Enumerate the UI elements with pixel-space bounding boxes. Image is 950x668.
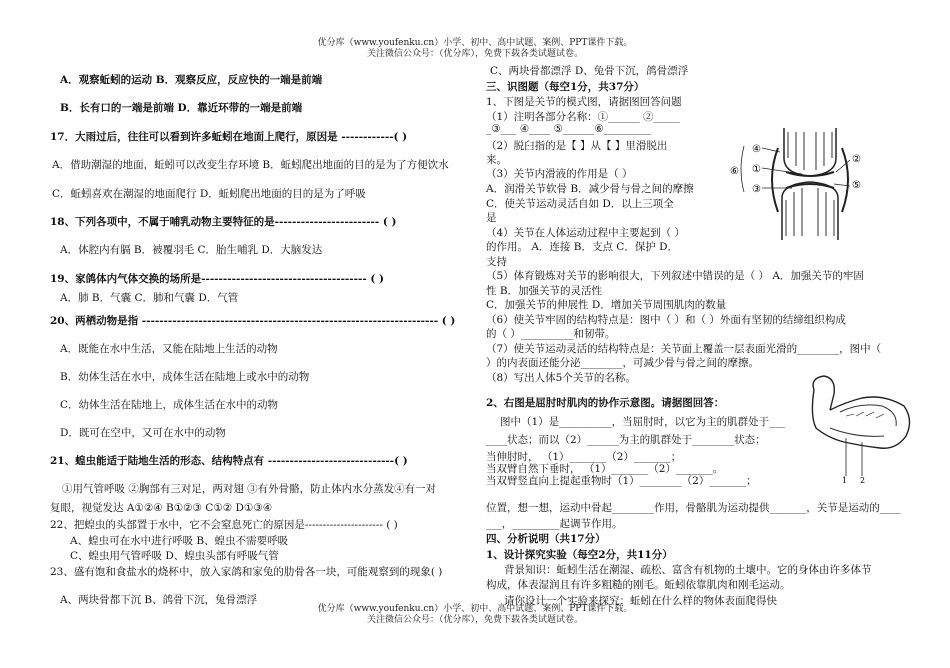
upper-arm-outline	[812, 390, 909, 448]
right-line: C．使关节运动灵活自如 D．以上三项全	[486, 198, 674, 210]
right-line: 当伸肘时， （1）_______（2）_______；	[486, 451, 682, 463]
right-line: ）的内表面还能分泌________，可减少骨与骨之间的摩擦。	[486, 357, 759, 369]
right-line: （8）写出人体5个关节的名称。	[486, 372, 636, 384]
arm-label: 1	[842, 476, 848, 484]
lower-bone	[782, 182, 838, 240]
right-line: 背景知识：蚯蚓生活在潮湿、疏松、富含有机物的土壤中。它的身体由许多体节	[504, 564, 872, 576]
bone-texture	[788, 132, 832, 170]
left-line: A．肺 B．气囊 C．肺和气囊 D．气管	[60, 292, 239, 304]
right-line: 来。	[486, 154, 507, 166]
section-3-title: 三、识图题（每空1分，共37分）	[486, 81, 645, 93]
left-line: C、蝗虫用气管呼吸 D、蝗虫头部有呼吸气管	[70, 550, 279, 562]
right-line: C、两块骨都漂浮 D、兔骨下沉，鸽骨漂浮	[490, 65, 689, 77]
right-line: C．加强关节的伸展性 D．增加关节周围肌肉的数量	[486, 299, 727, 311]
question-21: 21、蝗虫能适于陆地生活的形态、结构特点有 -----------------------------( )	[50, 455, 408, 467]
right-line: A．润滑关节软骨 B．减少骨与骨之间的摩擦	[486, 183, 694, 195]
question-2: 2、右图是屈肘时肌肉的协作示意图。请据图回答：	[486, 397, 725, 409]
upper-bone	[784, 128, 836, 176]
left-line: A、两块骨都下沉 B、鸽骨下沉，兔骨漂浮	[60, 594, 258, 606]
section-4-title: 四、分析说明（共17分）	[486, 533, 606, 545]
right-line: 是	[486, 212, 497, 224]
joint-label: ③	[752, 184, 761, 195]
left-line: C．蚯蚓喜欢在潮湿的地面爬行 D．蚯蚓爬出地面的目的是为了呼吸	[52, 188, 366, 200]
bone-texture	[786, 188, 834, 236]
joint-label: ⑤	[852, 180, 861, 191]
joint-capsule	[842, 148, 848, 212]
forearm-outline	[813, 376, 834, 410]
question-17: 17．大雨过后，往往可以看到许多蚯蚓在地面上爬行，原因是 ------------( )	[50, 131, 408, 143]
right-line: （1）注明各部分名称：①______ ②_____	[486, 111, 680, 123]
right-line: 的作用。 A．连接 B．支点 C．保护 D．	[486, 241, 679, 253]
right-line: （7）使关节运动灵活的结构特点是：关节面上覆盖一层表面光滑的________，图中（	[486, 343, 882, 355]
left-line: A．体腔内有膈 B．被覆羽毛 C．胎生哺乳 D．大脑发达	[60, 244, 323, 256]
left-line: 复眼，视觉发达 A①②④ B①②③ C①② D①③④	[50, 502, 273, 514]
right-line: _③___ ④____ ⑤______⑥_________	[486, 123, 652, 135]
right-line: （2）脱臼指的是【 】从【 】里滑脱出	[486, 140, 668, 152]
right-line: ____状态；而以（2）______为主的肌群处于________状态；	[486, 434, 766, 446]
question-4-1: 1、设计探究实验（每空2分，共11分）	[486, 549, 673, 561]
right-line: ___，_________起调节作用。	[486, 518, 623, 530]
right-line: 请你设计一个实验来探究：蚯蚓在什么样的物体表面爬得快	[504, 595, 777, 607]
triceps	[830, 428, 884, 436]
right-line: （3）关节内滑液的作用是（ ）	[486, 168, 633, 180]
joint-label: ⑥	[730, 166, 739, 177]
left-line: B．长有口的一端是前端 D．靠近环带的一端是前端	[60, 102, 303, 114]
arm-muscle-diagram	[800, 372, 918, 484]
left-line: A．观察蚯蚓的运动 B．观察反应，反应快的一端是前端	[60, 74, 323, 86]
right-line: （6）使关节牢固的结构特点是：图中（ ）和（ ）外面有坚韧的结缔组织构成	[486, 314, 846, 326]
right-line: （4）关节在人体运动过程中主要起到（ ）	[486, 227, 686, 239]
question-19: 19、家鸽体内气体交换的场所是-------------------------------------- ( )	[50, 273, 384, 285]
question-18: 18、下列各项中，不属于哺乳动物主要特征的是------------------------ ( )	[50, 216, 397, 228]
joint-label: ④	[752, 144, 761, 155]
right-line: 位置，想一想，运动中骨起________作用，骨骼肌为运动提供_______，关节是运动的____	[486, 502, 901, 514]
right-line: （5）体育锻炼对关节的影响很大，下列叙述中错误的是（ ） A．加强关节的牢固	[486, 270, 864, 282]
joint-label: ②	[852, 154, 861, 165]
footer-line-2: 关注微信公众号：（优分库），免费下载各类试题试卷。	[366, 615, 583, 625]
right-line: 当双臂自然下垂时， （1）_______（2）_______。	[486, 463, 724, 475]
left-line: D．既可在空中，又可在水中的动物	[60, 427, 226, 439]
right-line: 当双臂竖直向上提起重物时（1）________（2）_______；	[486, 475, 757, 487]
joint-label: ①	[752, 164, 761, 175]
left-line: C．幼体生活在陆地上，成体生活在水中的动物	[60, 399, 279, 411]
left-line: A．借助潮湿的地面，蚯蚓可以改变生存环境 B．蚯蚓爬出地面的目的是为了方便饮水	[52, 159, 449, 171]
joint-capsule	[772, 148, 778, 212]
joint-diagram	[722, 128, 902, 246]
right-line: 构成，体表湿润且有许多粗糙的刚毛。蚯蚓依靠肌肉和刚毛运动。	[486, 579, 791, 591]
left-line: A、蝗虫可在水中进行呼吸 B、蝗虫不需要呼吸	[70, 535, 289, 547]
question-23: 23、盛有饱和食盐水的烧杯中，放入家鸽和家兔的肋骨各一块，可能观察到的现象( )	[50, 566, 443, 578]
right-line: 的（ ）__________和韧带。	[486, 328, 616, 340]
header-line-2: 关注微信公众号：（优分库），免费下载各类试题试卷。	[366, 49, 583, 59]
right-line: 性 B．加强关节的灵活性	[486, 285, 603, 297]
right-line: 支持	[486, 256, 507, 268]
right-line: 图中（1）是__________，当屈肘时，以它为主的肌群处于___	[500, 416, 785, 428]
left-line: B．幼体生活在水中，成体生活在陆地上或水中的动物	[60, 371, 310, 383]
question-20: 20、两栖动物是指 -------------------------------------------------------------------- ( )	[50, 315, 456, 327]
footer-line-1: 优分库（www.youfenku.cn）小学、初中、高中试题、案例、PPT课件下载。	[317, 604, 633, 614]
left-line: A．既能在水中生活，又能在陆地上生活的动物	[60, 343, 278, 355]
arm-label: 2	[860, 476, 866, 484]
header-line-1: 优分库（www.youfenku.cn）小学、初中、高中试题、案例、PPT课件下载。	[317, 38, 633, 48]
question-22: 22、把蝗虫的头部置于水中，它不会窒息死亡的原因是---------------------- ( )	[50, 519, 398, 531]
right-line: 1、下图是关节的模式图，请据图回答问题	[486, 96, 682, 108]
left-line: ①用气管呼吸 ②胸部有三对足，两对翅 ③有外骨骼，防止体内水分蒸发④有一对	[62, 483, 437, 495]
